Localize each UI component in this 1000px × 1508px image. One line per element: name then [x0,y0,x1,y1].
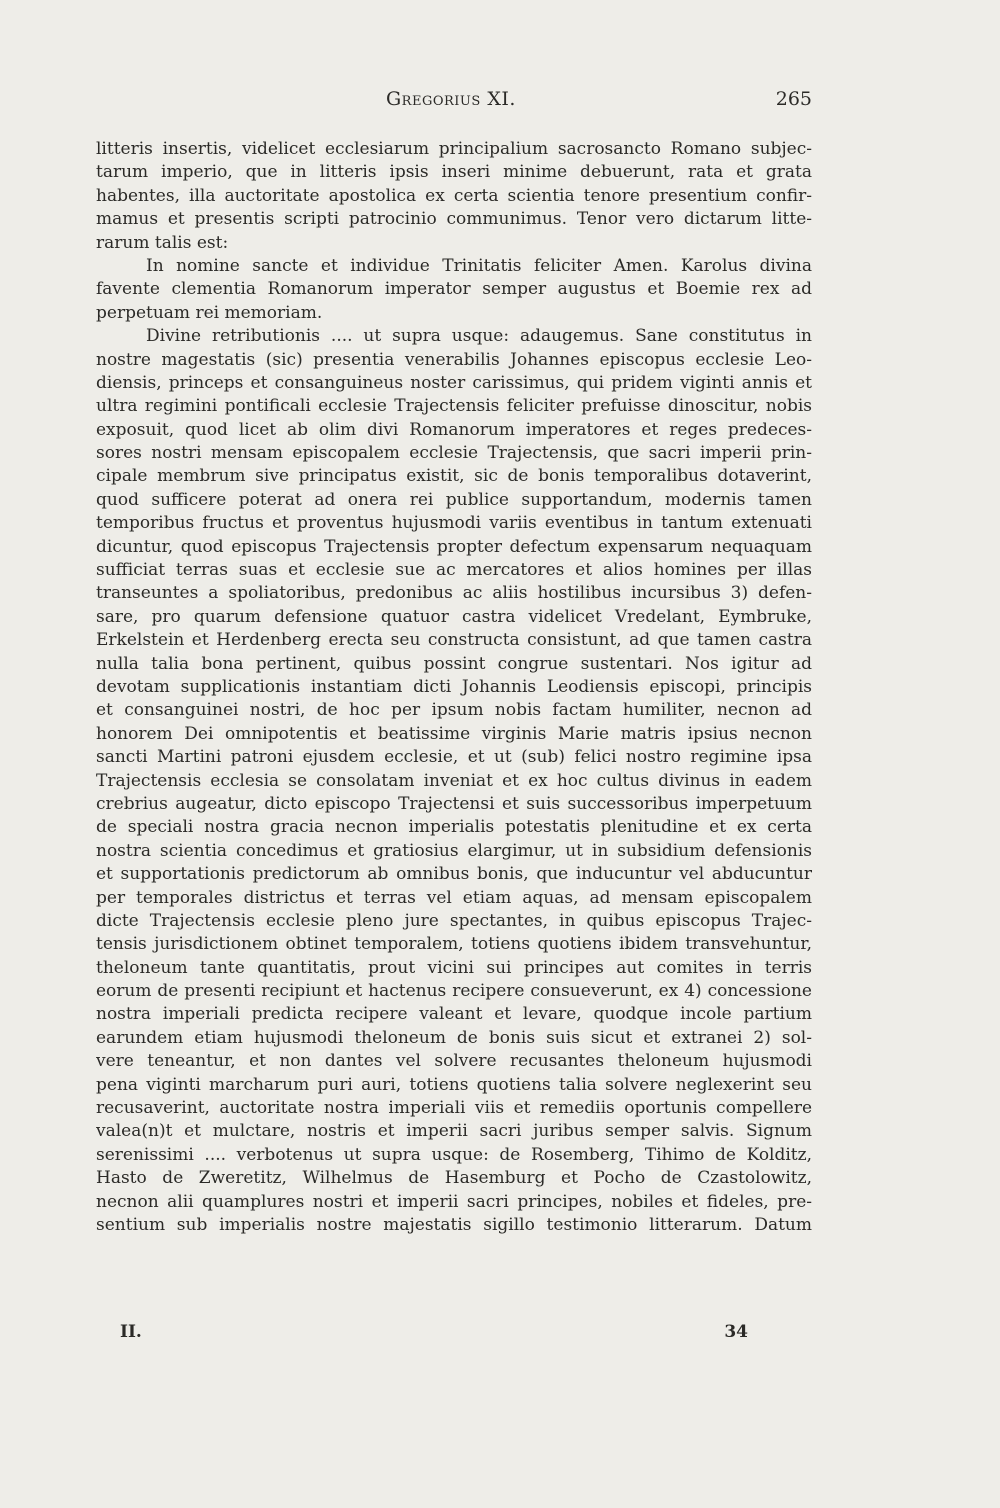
text-line: sancti Martini patroni ejusdem ecclesie, et ut (sub) felici nostro regimine ipsa [96,747,812,768]
text-line: Erkelstein et Herdenberg erecta seu constructa consistunt, ad que tamen castra [96,630,812,651]
page-number: 265 [775,88,812,110]
text-line: sare, pro quarum defensione quatuor castra videlicet Vredelant, Eymbruke, [96,606,812,627]
text-line: rarum talis est: [96,232,229,253]
text-line: sentium sub imperialis nostre majestatis sigillo testimonio litterarum. Datum [96,1214,812,1235]
text-line: temporibus fructus et proventus hujusmodi variis eventibus in tantum extenuati [96,513,812,534]
text-line: sores nostri mensam episcopalem ecclesie Trajectensis, que sacri imperii prin- [96,443,812,464]
text-line: crebrius augeatur, dicto episcopo Trajectensi et suis successoribus imperpetuum [96,793,812,814]
signature-mark-right: 34 [724,1322,748,1342]
text-line: valea(n)t et mulctare, nostris et imperii sacri juribus semper salvis. Signum [96,1121,812,1142]
text-line: transeuntes a spoliatoribus, predonibus ac aliis hostilibus incursibus 3) defen- [96,583,812,604]
text-line: ultra regimini pontificali ecclesie Trajectensis feliciter prefuisse dinoscitur, nobis [96,396,812,417]
text-line: theloneum tante quantitatis, prout vicini sui principes aut comites in terris [96,957,812,978]
text-line: nostre magestatis (sic) presentia venerabilis Johannes episcopus ecclesie Leo- [96,349,812,370]
text-line: litteris insertis, videlicet ecclesiarum principalium sacrosancto Romano subjec- [96,139,812,159]
text-line: et supportationis predictorum ab omnibus bonis, que inducuntur vel abducuntur [96,864,812,885]
text-line: devotam supplicationis instantiam dicti Johannis Leodiensis episcopi, principis [96,676,812,697]
signature-mark-left: II. [120,1322,142,1342]
text-line: nulla talia bona pertinent, quibus possint congrue sustentari. Nos igitur ad [96,653,812,674]
text-line: quod sufficere poterat ad onera rei publice supportandum, modernis tamen [96,489,812,510]
text-line: necnon alii quamplures nostri et imperii sacri principes, nobiles et fideles, pre- [96,1191,812,1212]
text-line: dicte Trajectensis ecclesie pleno jure spectantes, in quibus episcopus Trajec- [96,910,812,931]
text-line: perpetuam rei memoriam. [96,302,323,323]
page-footer [96,1322,812,1346]
text-line: In nomine sancte et individue Trinitatis feliciter Amen. Karolus divina [146,255,812,276]
text-line: nostra imperiali predicta recipere valeant et levare, quodque incole partium [96,1004,812,1025]
text-line: eorum de presenti recipiunt et hactenus recipere consueverunt, ex 4) concessione [96,981,812,1002]
text-line: favente clementia Romanorum imperator semper augustus et Boemie rex ad [96,279,812,300]
text-line: cipale membrum sive principatus existit, sic de bonis temporalibus dotaverint, [96,466,812,487]
text-line: honorem Dei omnipotentis et beatissime virginis Marie matris ipsius necnon [96,723,812,744]
text-line: diensis, princeps et consanguineus noster carissimus, qui pridem viginti annis et [96,372,812,393]
text-line: per temporales districtus et terras vel etiam aquas, ad mensam episcopalem [96,887,812,908]
text-line: pena viginti marcharum puri auri, totiens quotiens talia solvere neglexerint seu [96,1074,812,1095]
text-line: habentes, illa auctoritate apostolica ex certa scientia tenore presentium confir- [96,185,812,206]
text-line: nostra scientia concedimus et gratiosius elargimur, ut in subsidium defensionis [96,840,812,861]
text-line: et consanguinei nostri, de hoc per ipsum nobis factam humiliter, necnon ad [96,700,812,721]
text-line: mamus et presentis scripti patrocinio communimus. Tenor vero dictarum litte- [96,209,812,230]
text-line: Divine retributionis .... ut supra usque: adaugemus. Sane constitutus in [146,326,812,347]
text-line: tensis jurisdictionem obtinet temporalem, totiens quotiens ibidem transvehuntur, [96,934,812,955]
text-line: serenissimi .... verbotenus ut supra usque: de Rosemberg, Tihimo de Kolditz, [96,1144,812,1165]
text-line: Hasto de Zweretitz, Wilhelmus de Hasemburg et Pocho de Czastolowitz, [96,1168,812,1189]
body-text [96,138,812,1237]
text-line: recusaverint, auctoritate nostra imperiali viis et remediis oportunis compellere [96,1098,812,1119]
running-title: Gregorius XI. [386,88,516,110]
text-line: Trajectensis ecclesia se consolatam inveniat et ex hoc cultus divinus in eadem [96,770,812,791]
text-line: tarum imperio, que in litteris ipsis inseri minime debuerunt, rata et grata [96,162,812,183]
text-line: de speciali nostra gracia necnon imperialis potestatis plenitudine et ex certa [96,817,812,838]
text-line: sufficiat terras suas et ecclesie sue ac mercatores et alios homines per illas [96,560,812,581]
text-line: vere teneantur, et non dantes vel solvere recusantes theloneum hujusmodi [96,1051,812,1072]
text-line: exposuit, quod licet ab olim divi Romanorum imperatores et reges predeces- [96,419,812,440]
running-head [96,88,812,114]
text-line: dicuntur, quod episcopus Trajectensis propter defectum expensarum nequaquam [96,536,812,557]
text-line: earundem etiam hujusmodi theloneum de bonis suis sicut et extranei 2) sol- [96,1027,812,1048]
